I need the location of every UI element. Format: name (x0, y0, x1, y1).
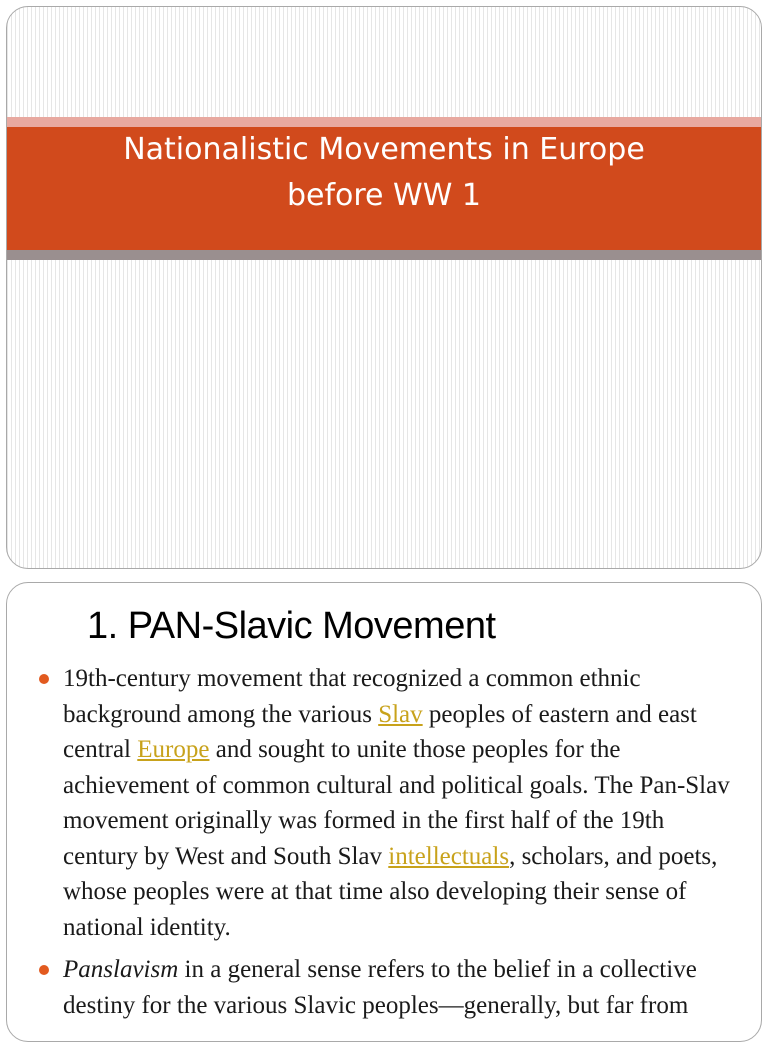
bullet-dot-icon (39, 674, 49, 684)
link-europe[interactable]: Europe (137, 736, 210, 763)
slide-heading: 1. PAN-Slavic Movement (87, 605, 496, 647)
link-slav[interactable]: Slav (378, 700, 423, 728)
bullet1-text-3: and sought to unite those peoples for the achievement of common cultural and political goals. The Pan-Slav movement originally was formed in the first half of the 19th century by West and South Slav (63, 736, 730, 870)
bullet1-text-2: peoples of eastern and east central (63, 700, 697, 763)
bullet2-italic-term: Panslavism (63, 956, 179, 983)
slide-title-line1: Nationalistic Movements in Europe (123, 132, 645, 167)
bullet-list (33, 661, 741, 1030)
bullet-dot-icon (39, 965, 49, 975)
bullet-item-1 (33, 661, 741, 945)
title-band-top-stripe (7, 117, 761, 127)
title-slide (6, 6, 762, 569)
slide-title (7, 127, 761, 219)
bullet2-text: in a general sense refers to the belief in a collective destiny for the various Slavic peoples—generally, but far from (63, 956, 697, 1019)
slide-title-line2: before WW 1 (286, 178, 482, 213)
bullet1-text-4: , scholars, and poets, whose peoples were at that time also developing their sense of national identity. (63, 842, 718, 941)
bullet-item-2 (33, 952, 741, 1023)
title-band (7, 127, 761, 250)
bullet1-text-1: 19th-century movement that recognized a common ethnic background among the various (63, 665, 641, 728)
link-intellectuals[interactable]: intellectuals (388, 842, 510, 870)
title-band-bottom-stripe (7, 250, 761, 260)
content-slide (6, 582, 762, 1042)
